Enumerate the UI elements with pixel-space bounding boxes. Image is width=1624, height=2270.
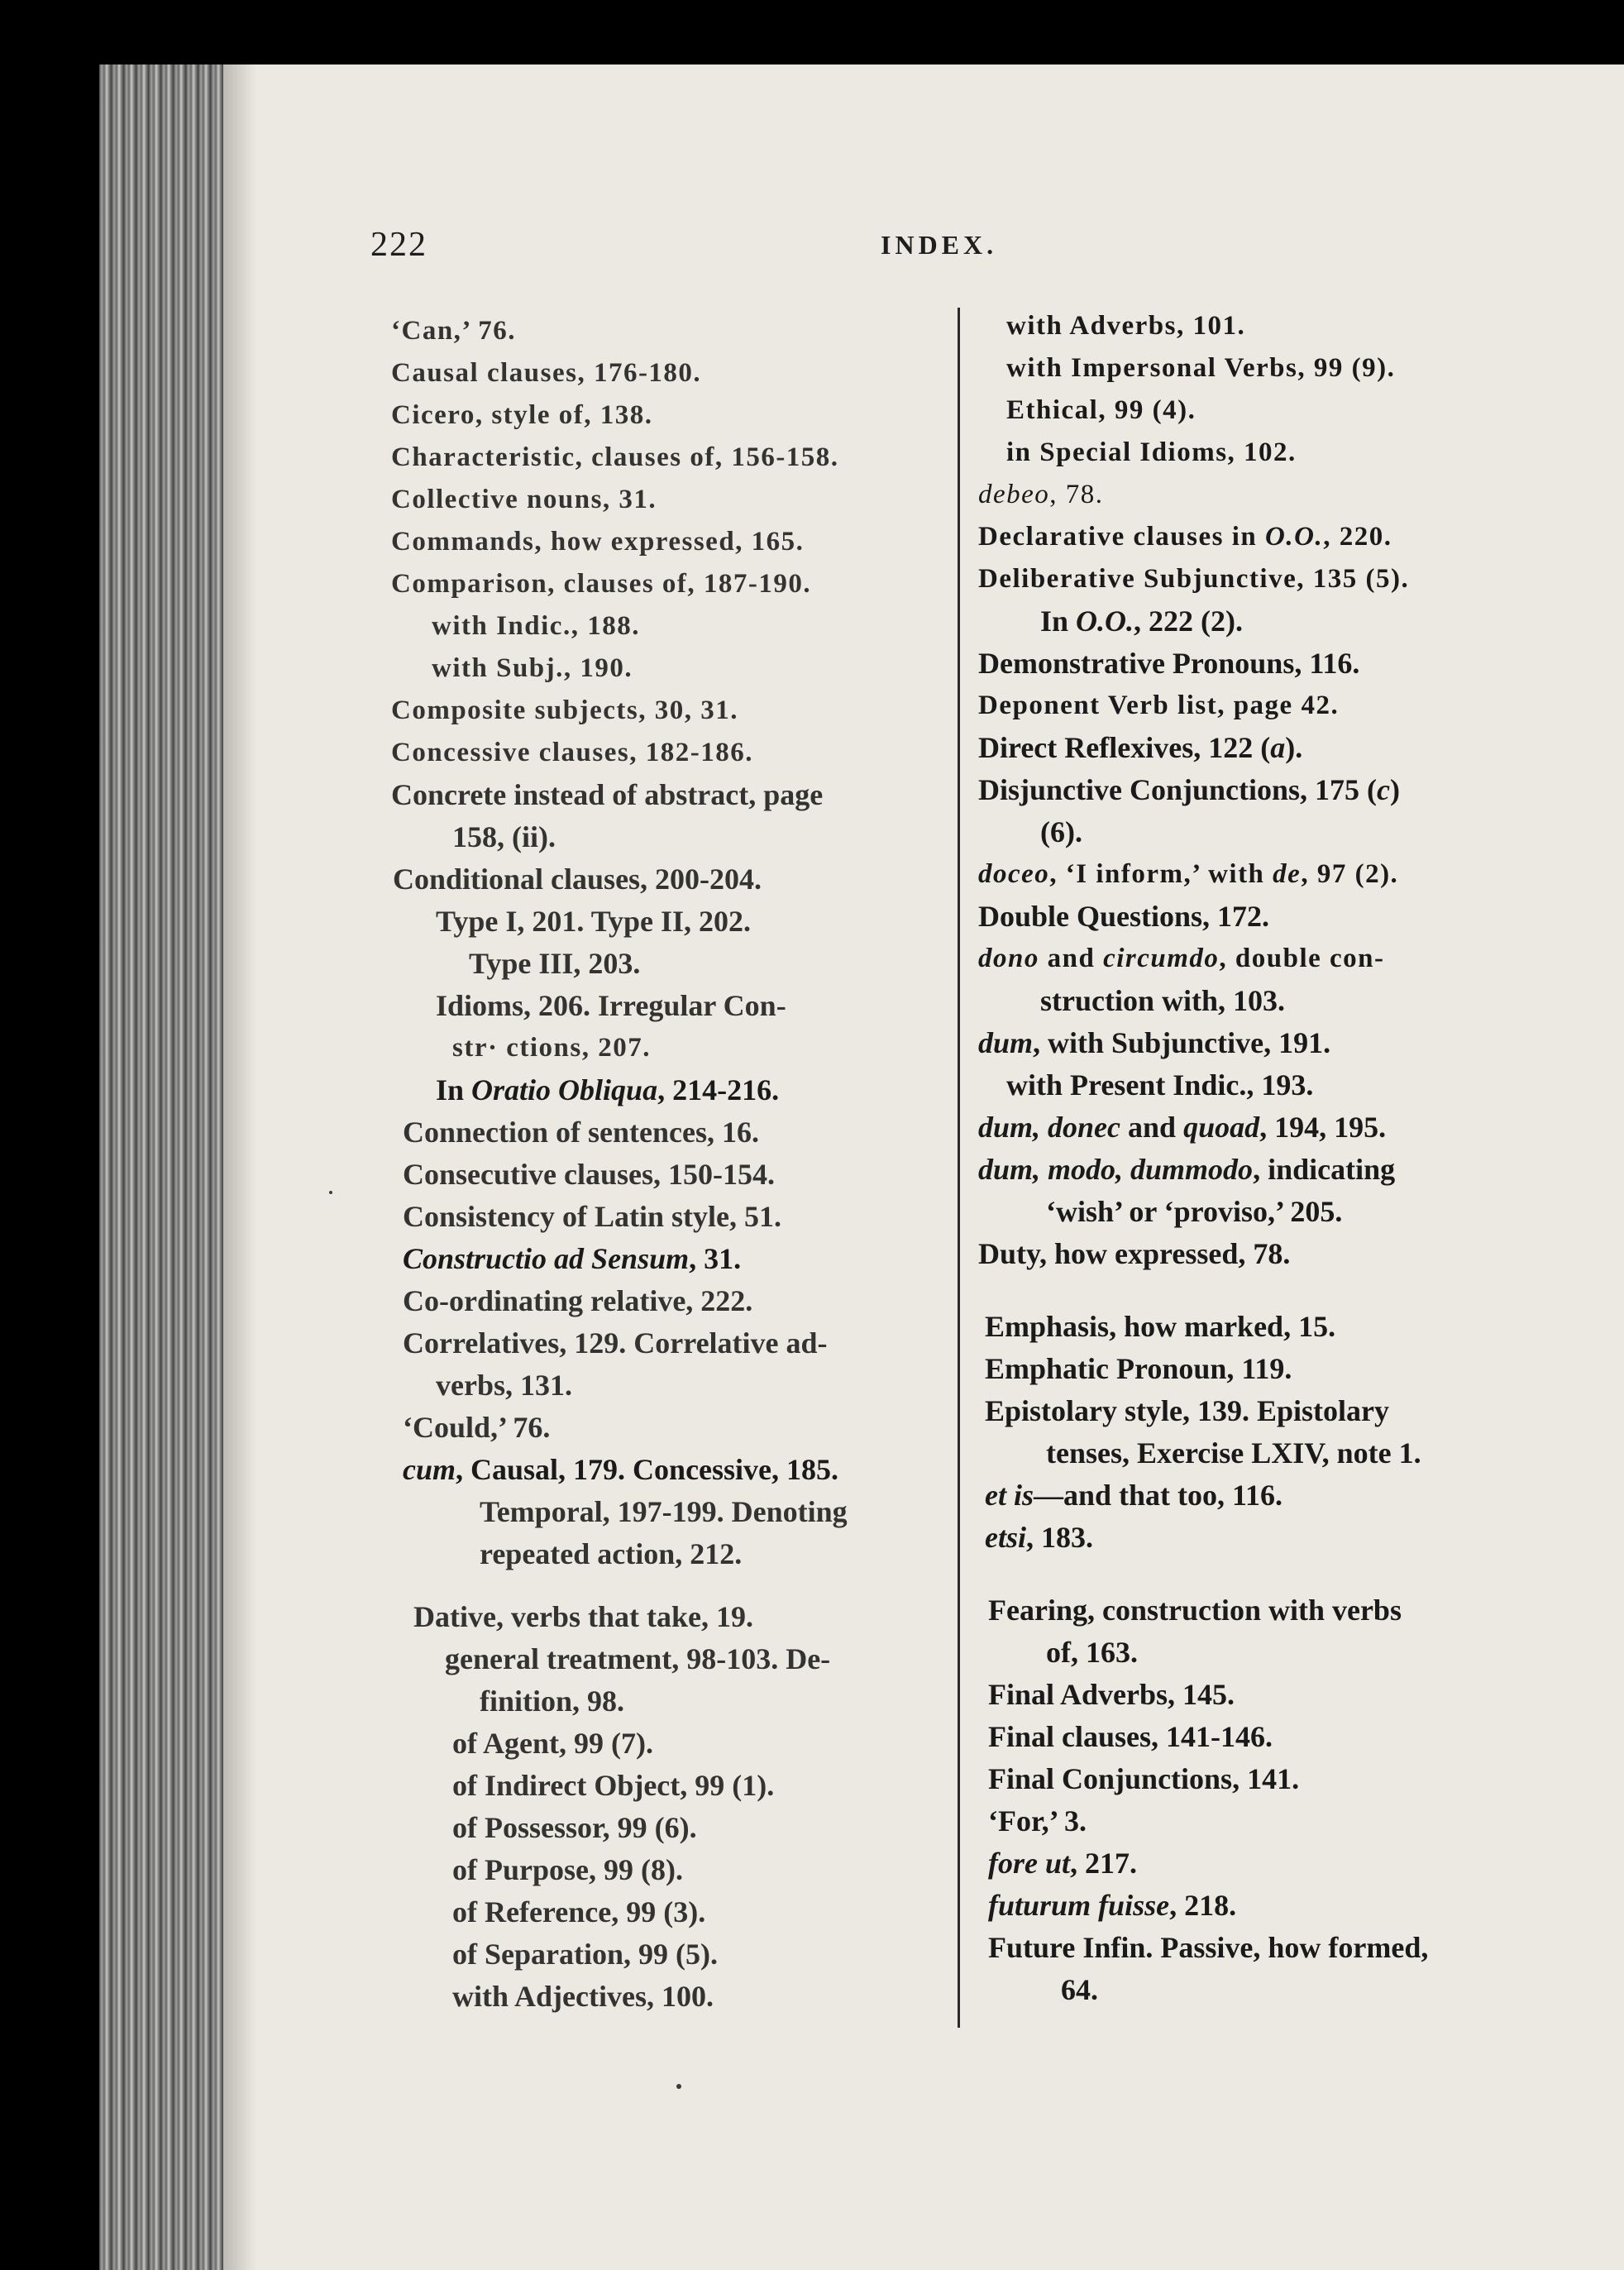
index-entry xyxy=(452,1894,705,1930)
index-entry xyxy=(391,397,652,433)
entry-text: In xyxy=(1040,605,1077,638)
entry-text: Dative, verbs that take, 19. xyxy=(413,1600,753,1633)
index-entry xyxy=(985,1308,1335,1345)
entry-text: Concrete instead of abstract, page xyxy=(391,778,824,811)
index-entry xyxy=(988,1929,1428,1966)
index-entry xyxy=(985,1477,1282,1513)
entry-text: Consistency of Latin style, 51. xyxy=(403,1200,781,1233)
index-entry xyxy=(413,1599,753,1635)
entry-text: with Subj., 190. xyxy=(432,653,633,683)
index-entry xyxy=(469,945,640,982)
entry-text: Duty, how expressed, 78. xyxy=(978,1237,1291,1270)
index-entry xyxy=(988,1761,1299,1797)
entry-text: 158, (ii). xyxy=(452,820,556,853)
entry-text: Double Questions, 172. xyxy=(978,900,1270,933)
entry-text: of, 163. xyxy=(1046,1636,1138,1669)
entry-text: Conditional clauses, 200-204. xyxy=(393,863,762,896)
latin-term: Constructio ad Sensum xyxy=(403,1242,690,1275)
index-entry xyxy=(978,645,1359,681)
entry-text: verbs, 131. xyxy=(436,1369,572,1402)
entry-text: with Adverbs, 101. xyxy=(1006,311,1246,341)
latin-term: Oratio Obliqua xyxy=(471,1073,658,1106)
entry-text: Connection of sentences, 16. xyxy=(403,1116,759,1149)
entry-text: of Separation, 99 (5). xyxy=(452,1938,718,1971)
index-entry xyxy=(391,313,516,349)
entry-text: 64. xyxy=(1061,1973,1098,2006)
entry-text: Deliberative Subjunctive, 135 (5). xyxy=(978,564,1410,594)
index-entry xyxy=(452,1725,653,1761)
entry-text: str· ctions, 207. xyxy=(452,1033,651,1063)
index-entry xyxy=(436,1072,779,1108)
entry-text: with Indic., 188. xyxy=(432,611,640,641)
index-entry xyxy=(436,1367,572,1403)
index-entry xyxy=(403,1240,741,1277)
index-entry xyxy=(452,819,556,855)
index-entry xyxy=(452,1030,651,1066)
latin-term: O.O. xyxy=(1076,605,1134,638)
entry-text: , 220. xyxy=(1323,522,1392,552)
index-entry xyxy=(403,1198,781,1235)
entry-text: , 183. xyxy=(1026,1521,1093,1554)
latin-term: circumdo xyxy=(1103,944,1220,973)
entry-text: and xyxy=(1120,1111,1184,1144)
entry-text: , 218. xyxy=(1169,1889,1237,1922)
index-entry xyxy=(393,861,762,897)
running-head: INDEX. xyxy=(881,230,998,260)
entry-text: ‘wish’ or ‘proviso,’ 205. xyxy=(1046,1195,1343,1228)
latin-term: dono xyxy=(978,944,1039,973)
index-entry xyxy=(978,729,1302,766)
index-entry xyxy=(480,1683,624,1719)
index-entry xyxy=(391,692,738,729)
entry-text: Consecutive clauses, 150-154. xyxy=(403,1158,775,1191)
entry-text: Future Infin. Passive, how formed, xyxy=(988,1931,1429,1964)
latin-term: doceo xyxy=(978,859,1050,889)
index-entry xyxy=(432,650,633,686)
index-entry xyxy=(988,1845,1137,1881)
latin-term: c xyxy=(1377,773,1391,806)
latin-term: fore ut xyxy=(988,1847,1070,1880)
entry-text: , with Subjunctive, 191. xyxy=(1033,1026,1331,1059)
entry-text: Composite subjects, 30, 31. xyxy=(391,695,738,725)
index-entry xyxy=(452,1767,774,1804)
index-entry xyxy=(978,687,1339,724)
entry-text: , 78. xyxy=(1049,480,1104,509)
index-entry xyxy=(978,856,1398,892)
latin-term: etsi xyxy=(985,1521,1026,1554)
entry-text: In xyxy=(436,1073,472,1106)
index-entry xyxy=(1046,1634,1138,1670)
entry-text: (6). xyxy=(1040,815,1082,848)
index-entry xyxy=(452,1809,697,1846)
index-entry xyxy=(978,561,1409,597)
index-entry xyxy=(1061,1971,1098,2008)
index-entry xyxy=(1006,308,1245,344)
entry-text: , 217. xyxy=(1070,1847,1137,1880)
index-entry xyxy=(432,608,640,644)
entry-text: with Impersonal Verbs, 99 (9). xyxy=(1006,353,1396,383)
entry-text: , 214-216. xyxy=(657,1073,780,1106)
index-entry xyxy=(978,898,1269,934)
entry-text: Temporal, 197-199. Denoting xyxy=(480,1495,848,1528)
index-entry xyxy=(391,777,823,813)
index-entry xyxy=(978,476,1104,513)
index-entry xyxy=(988,1803,1087,1839)
entry-text: in Special Idioms, 102. xyxy=(1006,437,1297,467)
index-entry xyxy=(480,1493,848,1530)
entry-text: finition, 98. xyxy=(480,1685,625,1718)
index-entry xyxy=(391,355,701,391)
entry-text: ) xyxy=(1390,773,1401,806)
entry-text: Correlatives, 129. Correlative ad- xyxy=(403,1326,828,1360)
entry-text: Emphasis, how marked, 15. xyxy=(985,1310,1336,1343)
entry-text: Disjunctive Conjunctions, 175 ( xyxy=(978,773,1378,806)
index-entry xyxy=(1006,392,1196,428)
index-entry xyxy=(391,481,657,518)
entry-text: Idioms, 206. Irregular Con- xyxy=(436,989,786,1022)
index-entry xyxy=(978,1025,1330,1061)
index-entry xyxy=(978,940,1385,977)
index-entry xyxy=(391,523,804,560)
entry-text: Cicero, style of, 138. xyxy=(391,400,653,430)
entry-text: Causal clauses, 176-180. xyxy=(391,358,702,388)
entry-text: ‘Could,’ 76. xyxy=(403,1411,551,1444)
index-entry xyxy=(391,439,839,476)
index-entry xyxy=(988,1592,1402,1628)
index-entry xyxy=(1006,434,1297,471)
speck xyxy=(676,2084,681,2089)
index-entry xyxy=(1040,814,1082,850)
entry-text: Co-ordinating relative, 222. xyxy=(403,1284,753,1317)
entry-text: Ethical, 99 (4). xyxy=(1006,395,1197,425)
entry-text: —and that too, 116. xyxy=(1034,1479,1283,1512)
index-entry xyxy=(436,903,751,939)
index-entry xyxy=(988,1887,1236,1924)
latin-term: de xyxy=(1273,859,1302,889)
index-entry xyxy=(978,1235,1290,1272)
entry-text: with Present Indic., 193. xyxy=(1006,1068,1314,1102)
index-entry xyxy=(1006,1067,1313,1103)
entry-text: Demonstrative Pronouns, 116. xyxy=(978,647,1360,680)
index-entry xyxy=(1006,350,1395,386)
entry-text: of Possessor, 99 (6). xyxy=(452,1811,697,1844)
entry-text: , 222 (2). xyxy=(1134,605,1244,638)
entry-text: ‘For,’ 3. xyxy=(988,1804,1087,1838)
index-entry xyxy=(391,566,811,602)
index-entry xyxy=(1046,1435,1421,1471)
entry-text: , double con- xyxy=(1219,944,1385,973)
latin-term: dum, donec xyxy=(978,1111,1121,1144)
entry-text: Final Conjunctions, 141. xyxy=(988,1762,1300,1795)
index-entry xyxy=(480,1536,742,1572)
entry-text: Deponent Verb list, page 42. xyxy=(978,691,1340,720)
index-entry xyxy=(436,987,786,1024)
index-entry xyxy=(403,1409,550,1446)
entry-text: , ‘I inform,’ with xyxy=(1049,859,1273,889)
entry-text: , 194, 195. xyxy=(1259,1111,1387,1144)
latin-term: et is xyxy=(985,1479,1034,1512)
latin-term: O.O. xyxy=(1265,522,1324,552)
entry-text: of Reference, 99 (3). xyxy=(452,1895,706,1928)
index-entry xyxy=(988,1676,1235,1713)
entry-text: Final Adverbs, 145. xyxy=(988,1678,1235,1711)
speck xyxy=(329,1191,332,1194)
index-entry xyxy=(403,1114,759,1150)
index-entry xyxy=(978,1109,1386,1145)
latin-term: dum xyxy=(978,1026,1034,1059)
entry-text: , Causal, 179. Concessive, 185. xyxy=(456,1453,839,1486)
latin-term: a xyxy=(1270,731,1286,764)
index-entry xyxy=(403,1451,838,1488)
entry-text: Concessive clauses, 182-186. xyxy=(391,738,753,767)
index-entry xyxy=(1040,982,1285,1019)
index-entry xyxy=(403,1325,828,1361)
entry-text: repeated action, 212. xyxy=(480,1537,743,1570)
index-entry xyxy=(988,1718,1273,1755)
entry-text: Collective nouns, 31. xyxy=(391,485,657,514)
entry-text: with Adjectives, 100. xyxy=(452,1980,714,2013)
entry-text: ). xyxy=(1285,731,1303,764)
entry-text: Type I, 201. Type II, 202. xyxy=(436,905,752,938)
entry-text: general treatment, 98-103. De- xyxy=(445,1642,831,1675)
latin-term: dum, modo, dummodo xyxy=(978,1153,1254,1186)
latin-term: cum xyxy=(403,1453,456,1486)
entry-text: struction with, 103. xyxy=(1040,984,1285,1017)
index-entry xyxy=(403,1156,775,1192)
index-entry xyxy=(391,734,753,771)
index-entry xyxy=(445,1641,830,1677)
entry-text: Final clauses, 141-146. xyxy=(988,1720,1273,1753)
column-divider xyxy=(958,308,960,2028)
page-edge-shadow xyxy=(223,65,256,2270)
entry-text: of Agent, 99 (7). xyxy=(452,1727,653,1760)
entry-text: Type III, 203. xyxy=(469,947,641,980)
entry-text: Commands, how expressed, 165. xyxy=(391,527,805,557)
index-entry xyxy=(985,1519,1093,1556)
page-number: 222 xyxy=(370,226,427,264)
latin-term: quoad xyxy=(1183,1111,1260,1144)
entry-text: , 31. xyxy=(689,1242,742,1275)
entry-text: ‘Can,’ 76. xyxy=(391,316,516,346)
latin-term: futurum fuisse xyxy=(988,1889,1170,1922)
entry-text: of Purpose, 99 (8). xyxy=(452,1853,683,1886)
page-stack-edge xyxy=(99,65,223,2270)
index-entry xyxy=(452,1936,718,1972)
index-entry xyxy=(403,1283,752,1319)
index-entry xyxy=(978,519,1392,555)
entry-text: Comparison, clauses of, 187-190. xyxy=(391,569,812,599)
entry-text: Fearing, construction with verbs xyxy=(988,1594,1402,1627)
entry-text: and xyxy=(1039,944,1104,973)
entry-text: Characteristic, clauses of, 156-158. xyxy=(391,442,839,472)
entry-text: Declarative clauses in xyxy=(978,522,1266,552)
entry-text: of Indirect Object, 99 (1). xyxy=(452,1769,775,1802)
entry-text: tenses, Exercise LXIV, note 1. xyxy=(1046,1436,1421,1470)
index-entry xyxy=(978,772,1400,808)
entry-text: Direct Reflexives, 122 ( xyxy=(978,731,1271,764)
index-entry xyxy=(978,1151,1395,1188)
latin-term: debeo xyxy=(978,480,1050,509)
entry-text: Epistolary style, 139. Epistolary xyxy=(985,1394,1390,1427)
index-entry xyxy=(452,1978,714,2014)
index-entry xyxy=(985,1393,1389,1429)
index-entry xyxy=(1040,603,1243,639)
entry-text: , 97 (2). xyxy=(1301,859,1399,889)
index-entry xyxy=(1046,1193,1342,1230)
entry-text: Emphatic Pronoun, 119. xyxy=(985,1352,1292,1385)
index-entry xyxy=(985,1350,1292,1387)
index-entry xyxy=(452,1852,683,1888)
entry-text: , indicating xyxy=(1253,1153,1396,1186)
